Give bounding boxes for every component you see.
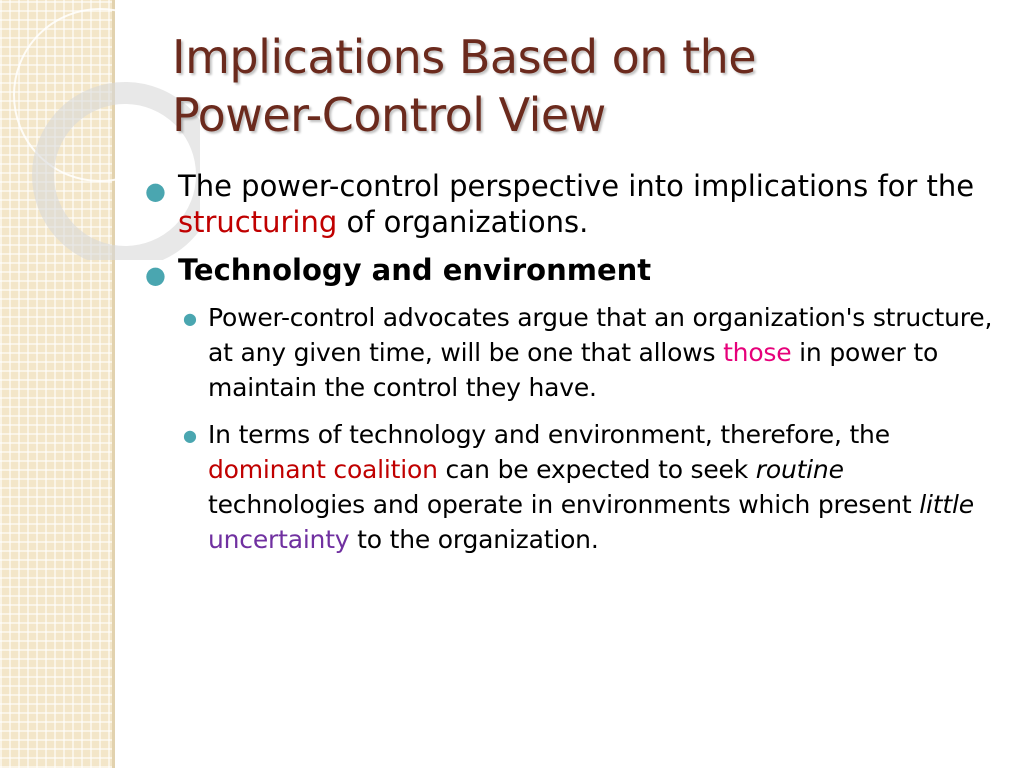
bullet-text-end: of organizations. xyxy=(337,205,589,239)
highlight-dominant-coalition: dominant coalition xyxy=(208,455,438,484)
sub-bullet-text-end: in power to maintain the control they have. xyxy=(208,338,939,402)
bullet-dot-icon: ● xyxy=(145,261,166,289)
slide-title xyxy=(172,28,992,144)
sub-bullet-item-dominant-coalition xyxy=(145,417,1005,557)
bullet-item-technology-environment xyxy=(145,252,1005,288)
sub-bullet-item-advocates xyxy=(145,300,1005,405)
sub-bullet-text-3: technologies and operate in environments which present xyxy=(208,490,920,519)
bullet-text: The power-control perspective into implications for the xyxy=(178,169,975,203)
bullet-item-power-control-perspective xyxy=(145,168,1005,240)
sub-bullet-dot-icon: ● xyxy=(183,426,197,445)
sub-bullet-text-2: can be expected to seek xyxy=(437,455,756,484)
highlight-those: those xyxy=(723,338,792,367)
italic-little: little xyxy=(919,490,974,519)
italic-routine: routine xyxy=(755,455,844,484)
slide-content xyxy=(145,168,1005,569)
sub-bullet-text-5: to the organization. xyxy=(349,525,599,554)
bullet-text: Technology and environment xyxy=(178,253,652,287)
highlight-structuring: structuring xyxy=(178,205,338,239)
bullet-dot-icon: ● xyxy=(145,177,166,205)
highlight-uncertainty: uncertainty xyxy=(208,525,350,554)
sub-bullet-text: In terms of technology and environment, therefore, the xyxy=(208,420,890,449)
title-line-1: Implications Based on the xyxy=(172,30,757,84)
sub-bullet-text: Power-control advocates argue that an organization's structure, at any given time, will be one that allows xyxy=(208,303,993,367)
title-line-2: Power-Control View xyxy=(172,88,606,142)
sub-bullet-dot-icon: ● xyxy=(183,309,197,328)
